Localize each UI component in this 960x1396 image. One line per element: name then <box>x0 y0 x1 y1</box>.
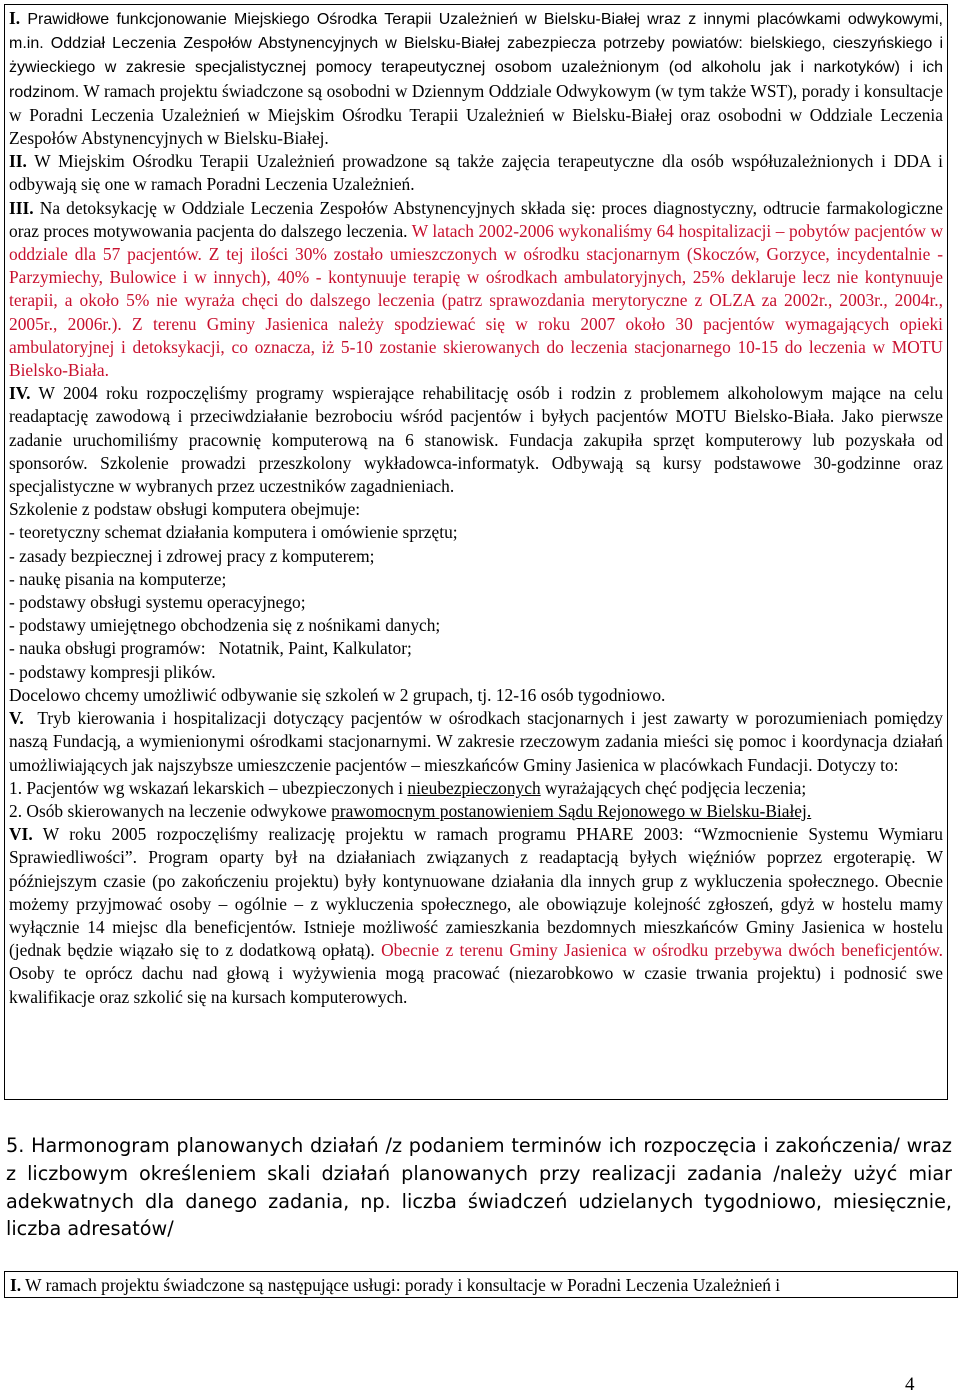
item-text-underlined: prawomocnym postanowieniem Sądu Rejonowego w Bielsku-Białej. <box>331 800 812 821</box>
section-label: V. <box>9 708 24 729</box>
paragraph-1-text: W ramach projektu świadczone są osobodni w Dziennym Oddziale Odwykowym (w tym także WST), porady i konsultacje w Poradni Leczenia Uzależnień w Miejskim Ośrodku Terapii Uzależnień w Bielsku-Białej oraz osobodni w Oddziale Leczenia Zespołów Abstynencyjnych w Bielsku-Białej. <box>9 80 943 149</box>
paragraph-3-text: Na detoksykację w Oddziale Leczenia Zespołów Abstynencyjnych składa się: proces diagnostyczny, odtrucie farmakologiczne oraz proces motywowania pacjenta do dalszego leczenia. <box>9 197 943 241</box>
list-item: - nauka obsługi programów: Notatnik, Paint, Kalkulator; <box>9 638 412 659</box>
list-item: - zasady bezpiecznej i zdrowej pracy z komputerem; <box>9 545 375 566</box>
item-text: 1. Pacjentów wg wskazań lekarskich – ubezpieczonych i <box>9 777 408 798</box>
list-item: - naukę pisania na komputerze; <box>9 568 227 589</box>
paragraph-4-text: W 2004 roku rozpoczęliśmy programy wspierające rehabilitację osób i rodzin z problemem alkoholowym mające na celu readaptację zawodową i przeciwdziałanie bezrobociu wśród pacjentów i byłych pacjentów MOTU Bielsko-Biała. Jako pierwsze zadanie uruchomiliśmy pracownię komputerową na 6 stanowisk. Fundacja zakupiła sprzęt komputerowy lub pozyskała od sponsorów. Szkolenie prowadzi przeszkolony wykładowca-informatyk. Odbywają są kursy podstawowe 30-godzinne oraz specjalistyczne w wybranych przez uczestników zagadnieniach. <box>9 383 943 497</box>
page-number: 4 <box>905 1374 915 1395</box>
training-list-intro: Szkolenie z podstaw obsługi komputera obejmuje: <box>9 499 361 520</box>
paragraph-5-item-1 <box>9 777 943 800</box>
paragraph-6-highlight: Obecnie z terenu Gminy Jasienica w ośrodku przebywa dwóch beneficjentów. <box>374 940 943 961</box>
paragraph-2 <box>9 150 943 196</box>
list-item: - teoretyczny schemat działania komputera i omówienie sprzętu; <box>9 522 458 543</box>
paragraph-5 <box>9 707 948 777</box>
document-section-box <box>4 4 948 1100</box>
section-label: I. <box>10 1275 22 1295</box>
paragraph-6-tail: Osoby te oprócz dachu nad głową i wyżywienia mogą pracować (niezarobkowo w czasie trwania projektu) i podnosić swe kwalifikacje oraz szkolić się na kursach komputerowych. <box>9 963 943 1007</box>
bottom-section-text: W ramach projektu świadczone są następujące usługi: porady i konsultacje w Poradni Leczenia Uzależnień i <box>21 1275 781 1295</box>
list-item: - podstawy obsługi systemu operacyjnego; <box>9 592 306 613</box>
section-5-heading: 5. Harmonogram planowanych działań /z podaniem terminów ich rozpoczęcia i zakończenia/ wraz z liczbowym określeniem skali działań planowanych przy realizacji zadania /należy użyć miar adekwatnych dla danego zadania, np. liczba świadczeń udzielanych tygodniowo, miesięcznie, liczba adresatów/ <box>6 1134 952 1241</box>
item-text: wyrażających chęć podjęcia leczenia; <box>540 777 807 798</box>
paragraph-1-text-sans: Prawidłowe funkcjonowanie Miejskiego Ośrodka Terapii Uzależnień w Bielsku-Białej wraz z innymi placówkami odwykowymi, m.in. Oddział Leczenia Zespołów Abstynencyjnych w Bielsku-Białej zabezpiecza potrzeby powiatów: bielskiego, cieszyńskiego i żywieckiego w zakresie specjalistycznej pomocy terapeutycznej osobom uzależnionym (od alkoholu jak i narkotyków) i ich rodzinom. <box>9 11 943 101</box>
item-text: 2. Osób skierowanych na leczenie odwykowe <box>9 800 332 821</box>
paragraph-1 <box>9 7 943 150</box>
paragraph-3-highlight: W latach 2002-2006 wykonaliśmy 64 hospitalizacji – pobytów pacjentów w oddziale dla 57 pacjentów. Z tej ilości 30% zostało umieszczonych w ośrodku stacjonarnym (Skoczów, Gorzyce, incydentalnie - Parzymiechy, Bulowice i w innych), 40% - kontynuuje terapię w ośrodkach ambulatoryjnych, 25% deklaruje lecz nie kontynuuje terapii, a około 5% nie wyraża chęci do dalszego leczenia (patrz sprawozdania merytoryczne z OLZA za 2002r., 2003r., 2004r., 2005r., 2006r.). Z terenu Gminy Jasienica należy spodziewać się w roku 2007 około 30 pacjentów wymagających opieki ambulatoryjnej i detoksykacji, co oznacza, iż 5-10 zostanie skierowanych do leczenia stacjonarnego 10-15 do leczenia w MOTU Bielsko-Biała. <box>9 220 943 381</box>
section-label: IV. <box>9 383 31 404</box>
paragraph-5-text: Tryb kierowania i hospitalizacji dotyczący pacjentów w ośrodkach stacjonarnych i jest zawarty w porozumieniach pomiędzy naszą Fundacją, a wymienionymi ośrodkami stacjonarnymi. W zakresie rzeczowym zadania mieści się pomoc i koordynacja działań umożliwiających jak najszybsze umieszczenie pacjentów – mieszkańców Gminy Jasienica w placówkach Fundacji. Dotyczy to: <box>9 708 948 775</box>
paragraph-2-text: W Miejskim Ośrodku Terapii Uzależnień prowadzone są także zajęcia terapeutyczne dla osób współuzależnionych i DDA i odbywają się one w ramach Poradni Leczenia Uzależnień. <box>9 151 943 195</box>
paragraph-3 <box>9 197 943 383</box>
bottom-section-box <box>4 1271 958 1298</box>
list-item: - podstawy kompresji plików. <box>9 661 216 682</box>
paragraph-4 <box>9 382 943 498</box>
paragraph-5-item-2 <box>9 800 943 823</box>
section-label: I. <box>9 8 21 28</box>
section-label: VI. <box>9 824 33 845</box>
training-list <box>9 521 943 683</box>
item-text-underlined: nieubezpieczonych <box>407 777 541 798</box>
section-label: III. <box>9 197 34 218</box>
section-label: II. <box>9 151 27 172</box>
list-item: - podstawy umiejętnego obchodzenia się z nośnikami danych; <box>9 615 441 636</box>
training-goal: Docelowo chcemy umożliwić odbywanie się szkoleń w 2 grupach, tj. 12-16 osób tygodniowo. <box>9 684 666 705</box>
paragraph-6 <box>9 823 943 1009</box>
paragraph-6-text: W roku 2005 rozpoczęliśmy realizację projektu w ramach programu PHARE 2003: “Wzmocnienie Systemu Wymiaru Sprawiedliwości”. Program oparty był na działaniach związanych z readaptacją byłych więźniów poprzez ergoterapię. W późniejszym czasie (po zakończeniu projektu) były kontynuowane działania dla innych grup z wykluczenia społecznego. Obecnie możemy przyjmować osoby – ogólnie – z wykluczenia społecznego, ale obowiązuje kolejność zgłoszeń, gdyż w hostelu mamy wyłącznie 14 miejsc dla beneficjentów. Istnieje możliwość zamieszkania bezdomnych mieszkańców Gminy Jasienica w hostelu (jednak będzie wiązało się to z dodatkową opłatą). <box>9 824 943 961</box>
